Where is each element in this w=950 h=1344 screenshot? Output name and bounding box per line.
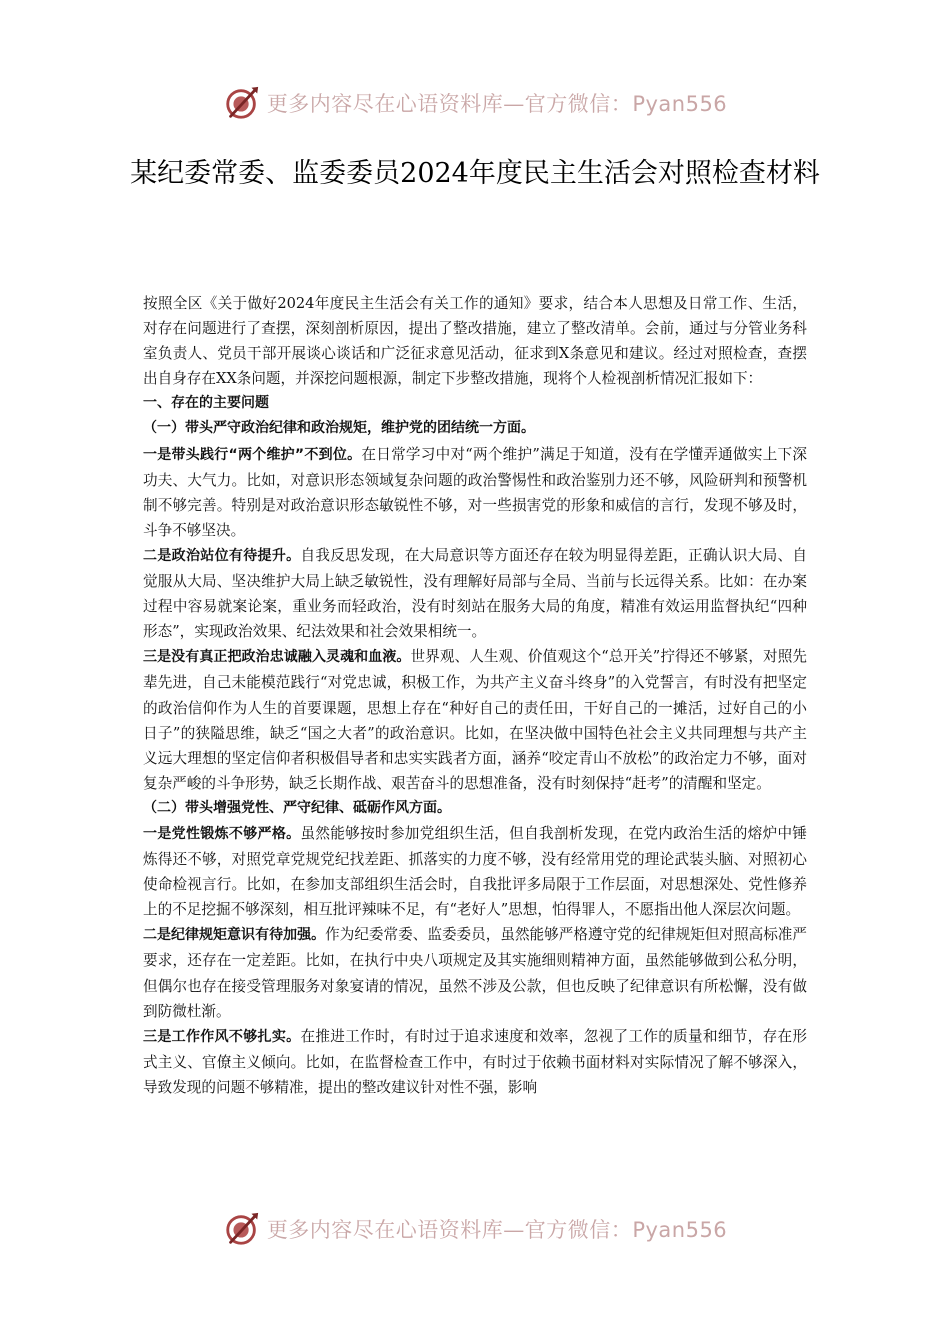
paragraph-body: 世界观、人生观、价值观这个“总开关”拧得还不够紧，对照先辈先进，自己未能模范践行“对党忠诚，积极工作，为共产主义奋斗终身”的入党誓言，有时没有把坚定的政治信仰作为人生的首要课题，思想上存在“种好自己的责任田，干好自己的一摊活，过好自己的小日子”的狭隘思维，缺乏“国之大者”的政治意识。比如，在坚决做中国特色社会主义共同理想与共产主义远大理想的坚定信仰者积极倡导者和忠实实践者方面，涵养“咬定青山不放松”的政治定力不够，面对复杂严峻的斗争形势，缺乏长期作战、艰苦奋斗的思想准备，没有时刻保持“赶考”的清醒和坚定。 [143, 648, 807, 792]
banner-text: 更多内容尽在心语资料库—官方微信： [266, 92, 633, 116]
watermark-banner-top [0, 80, 950, 126]
paragraph-body: 虽然能够按时参加党组织生活，但自我剖析发现，在党内政治生活的熔炉中锤炼得还不够，对照党章党规党纪找差距、抓落实的力度不够，没有经常用党的理论武装头脑、对照初心使命检视言行。比如，在参加支部组织生活会时，自我批评多局限于工作层面，对思想深处、党性修养上的不足挖掘不够深刻，相互批评辣味不足，有“老好人”思想，怕得罪人，不愿指出他人深层次问题。 [143, 824, 807, 919]
pen-logo-icon [223, 84, 261, 122]
paragraph [143, 442, 807, 543]
paragraph-body: 在推进工作时，有时过于追求速度和效率，忽视了工作的质量和细节，存在形式主义、官僚主义倾向。比如，在监督检查工作中，有时过于依赖书面材料对实际情况了解不够深入，导致发现的问题不够精准，提出的整改建议针对性不强，影响 [143, 1027, 807, 1096]
paragraph [143, 922, 807, 1023]
banner-wechat: Pyan556 [632, 92, 728, 116]
intro-paragraph: 按照全区《关于做好2024年度民主生活会有关工作的通知》要求，结合本人思想及日常工作、生活，对存在问题进行了查摆，深刻剖析原因，提出了整改措施，建立了整改清单。会前，通过与分管业务科室负责人、党员干部开展谈心谈话和广泛征求意见活动，征求到X条意见和建议。经过对照检查，查摆出自身存在XX条问题，并深挖问题根源，制定下步整改措施，现将个人检视剖析情况汇报如下： [143, 295, 807, 388]
paragraph-lead: 三是没有真正把政治忠诚融入灵魂和血液。 [143, 649, 411, 666]
document-body [143, 291, 807, 1100]
paragraph [143, 821, 807, 922]
subsection-heading: （一）带头严守政治纪律和政治规矩，维护党的团结统一方面。 [143, 420, 535, 437]
paragraph-body: 自我反思发现，在大局意识等方面还存在较为明显得差距，正确认识大局、自觉服从大局、坚决维护大局上缺乏敏锐性，没有理解好局部与全局、当前与长远得关系。比如：在办案过程中容易就案论案，重业务而轻政治，没有时刻站在服务大局的角度，精准有效运用监督执纪“四种形态”，实现政治效果、纪法效果和社会效果相统一。 [143, 546, 807, 641]
paragraph-body: 在日常学习中对“两个维护”满足于知道，没有在学懂弄通做实上下深功夫、大气力。比如，对意识形态领域复杂问题的政治警惕性和政治鉴别力还不够，风险研判和预警机制不够完善。特别是对政治意识形态敏锐性不够，对一些损害党的形象和威信的言行，发现不够及时，斗争不够坚决。 [143, 445, 807, 539]
paragraph-lead: 二是纪律规矩意识有待加强。 [143, 927, 326, 944]
paragraph-lead: 二是政治站位有待提升。 [143, 547, 301, 564]
subsection-heading: （二）带头增强党性、严守纪律、砥砺作风方面。 [143, 799, 451, 816]
pen-logo-icon [223, 1210, 261, 1248]
document-title: 某纪委常委、监委委员2024年度民主生活会对照检查材料 [130, 158, 820, 189]
paragraph [143, 1024, 807, 1100]
paragraph-lead: 一是带头践行“两个维护”不到位。 [143, 446, 362, 463]
banner-wechat: Pyan556 [632, 1218, 728, 1242]
banner-text: 更多内容尽在心语资料库—官方微信： [266, 1218, 633, 1242]
paragraph-lead: 三是工作作风不够扎实。 [143, 1028, 301, 1045]
paragraph-body: 作为纪委常委、监委委员，虽然能够严格遵守党的纪律规矩但对照高标准严要求，还存在一定差距。比如，在执行中央八项规定及其实施细则精神方面，虽然能够做到公私分明，但偶尔也存在接受管理服务对象宴请的情况，虽然不涉及公款，但也反映了纪律意识有所松懈，没有做到防微杜渐。 [143, 926, 807, 1020]
paragraph [143, 644, 807, 796]
paragraph [143, 543, 807, 644]
section-heading: 一、存在的主要问题 [143, 395, 269, 412]
paragraph-lead: 一是党性锻炼不够严格。 [143, 825, 301, 842]
watermark-banner-bottom [0, 1206, 950, 1252]
